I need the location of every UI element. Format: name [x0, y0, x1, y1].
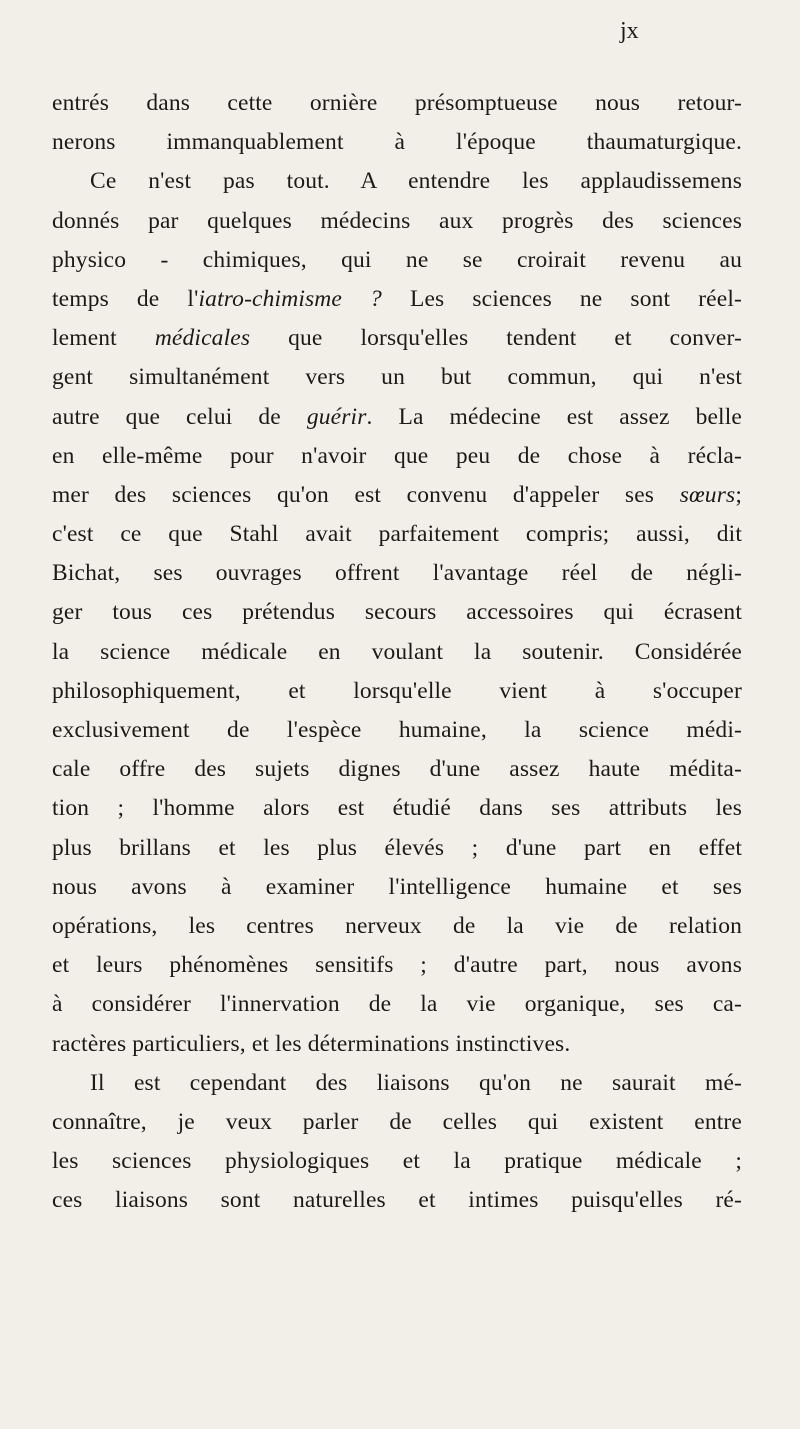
text-span: à considérer l'innervation de la vie organique, ses ca-: [52, 991, 742, 1018]
text-line: [52, 1103, 742, 1142]
text-span: Il est cependant des liaisons qu'on ne saurait mé-: [90, 1069, 742, 1096]
text-line: [52, 202, 742, 241]
text-span: donnés par quelques médecins aux progrès des sciences: [52, 207, 742, 234]
text-line: [52, 593, 742, 632]
text-line: [52, 84, 742, 123]
text-line: [52, 907, 742, 946]
text-span: Bichat, ses ouvrages offrent l'avantage réel de négli-: [52, 560, 742, 587]
italic-text: guérir: [306, 403, 367, 430]
body-text: [52, 84, 742, 1220]
text-line: [52, 554, 742, 593]
text-span: lement: [52, 325, 155, 352]
text-span: . La médecine est assez belle: [366, 403, 742, 430]
text-span: plus brillans et les plus élevés ; d'une part en effet: [52, 834, 742, 861]
text-span: tion ; l'homme alors est étudié dans ses attributs les: [52, 795, 742, 822]
text-line: [52, 789, 742, 828]
text-line: [52, 123, 742, 162]
text-line: [52, 868, 742, 907]
text-line: [52, 985, 742, 1024]
text-line: [52, 1064, 742, 1103]
text-span: exclusivement de l'espèce humaine, la science médi-: [52, 717, 742, 743]
text-span: ractères particuliers, et les déterminations instinctives.: [52, 1030, 571, 1057]
text-span: philosophiquement, et lorsqu'elle vient à s'occuper: [52, 677, 742, 704]
italic-text: sœurs: [679, 481, 736, 508]
text-span: nerons immanquablement à l'époque thaumaturgique.: [52, 129, 742, 156]
text-line: [52, 1025, 742, 1064]
text-span: Ce n'est pas tout. A entendre les applaudissemens: [90, 168, 742, 195]
text-line: [52, 515, 742, 554]
text-span: temps de l': [52, 285, 199, 312]
text-span: ger tous ces prétendus secours accessoires qui écrasent: [52, 599, 742, 626]
text-line: [52, 241, 742, 280]
text-span: physico - chimiques, qui ne se croirait revenu au: [52, 246, 742, 273]
italic-text: iatro-chimisme ?: [198, 285, 382, 312]
text-span: ces liaisons sont naturelles et intimes puisqu'elles ré-: [52, 1187, 742, 1214]
text-span: entrés dans cette ornière présomptueuse nous retour-: [52, 90, 742, 116]
text-line: [52, 358, 742, 397]
text-span: connaître, je veux parler de celles qui existent entre: [52, 1108, 742, 1135]
text-line: [52, 672, 742, 711]
text-span: opérations, les centres nerveux de la vie de relation: [52, 912, 742, 939]
italic-text: médicales: [154, 325, 251, 352]
text-line: [52, 398, 742, 437]
text-line: [52, 829, 742, 868]
text-span: en elle-même pour n'avoir que peu de chose à récla-: [52, 442, 742, 469]
text-line: [52, 750, 742, 789]
text-span: nous avons à examiner l'intelligence humaine et ses: [52, 873, 742, 900]
text-line: [52, 711, 742, 750]
text-span: que lorsqu'elles tendent et conver-: [250, 325, 742, 352]
text-span: ;: [735, 481, 742, 508]
page-number: jx: [620, 18, 639, 44]
text-span: la science médicale en voulant la soutenir. Considérée: [52, 638, 742, 665]
text-span: mer des sciences qu'on est convenu d'appeler ses: [52, 481, 680, 508]
text-span: les sciences physiologiques et la pratique médicale ;: [52, 1148, 742, 1175]
text-span: cale offre des sujets dignes d'une assez haute médita-: [52, 756, 742, 783]
text-line: [52, 1181, 742, 1220]
text-span: autre que celui de: [52, 403, 307, 430]
text-line: [52, 633, 742, 672]
text-line: [52, 280, 742, 319]
text-line: [52, 1142, 742, 1181]
text-span: c'est ce que Stahl avait parfaitement compris; aussi, dit: [52, 521, 742, 548]
text-span: et leurs phénomènes sensitifs ; d'autre part, nous avons: [52, 952, 742, 979]
text-span: Les sciences ne sont réel-: [381, 285, 742, 312]
text-line: [52, 319, 742, 358]
text-line: [52, 162, 742, 201]
text-line: [52, 476, 742, 515]
text-line: [52, 946, 742, 985]
text-line: [52, 437, 742, 476]
text-span: gent simultanément vers un but commun, qui n'est: [52, 364, 742, 391]
